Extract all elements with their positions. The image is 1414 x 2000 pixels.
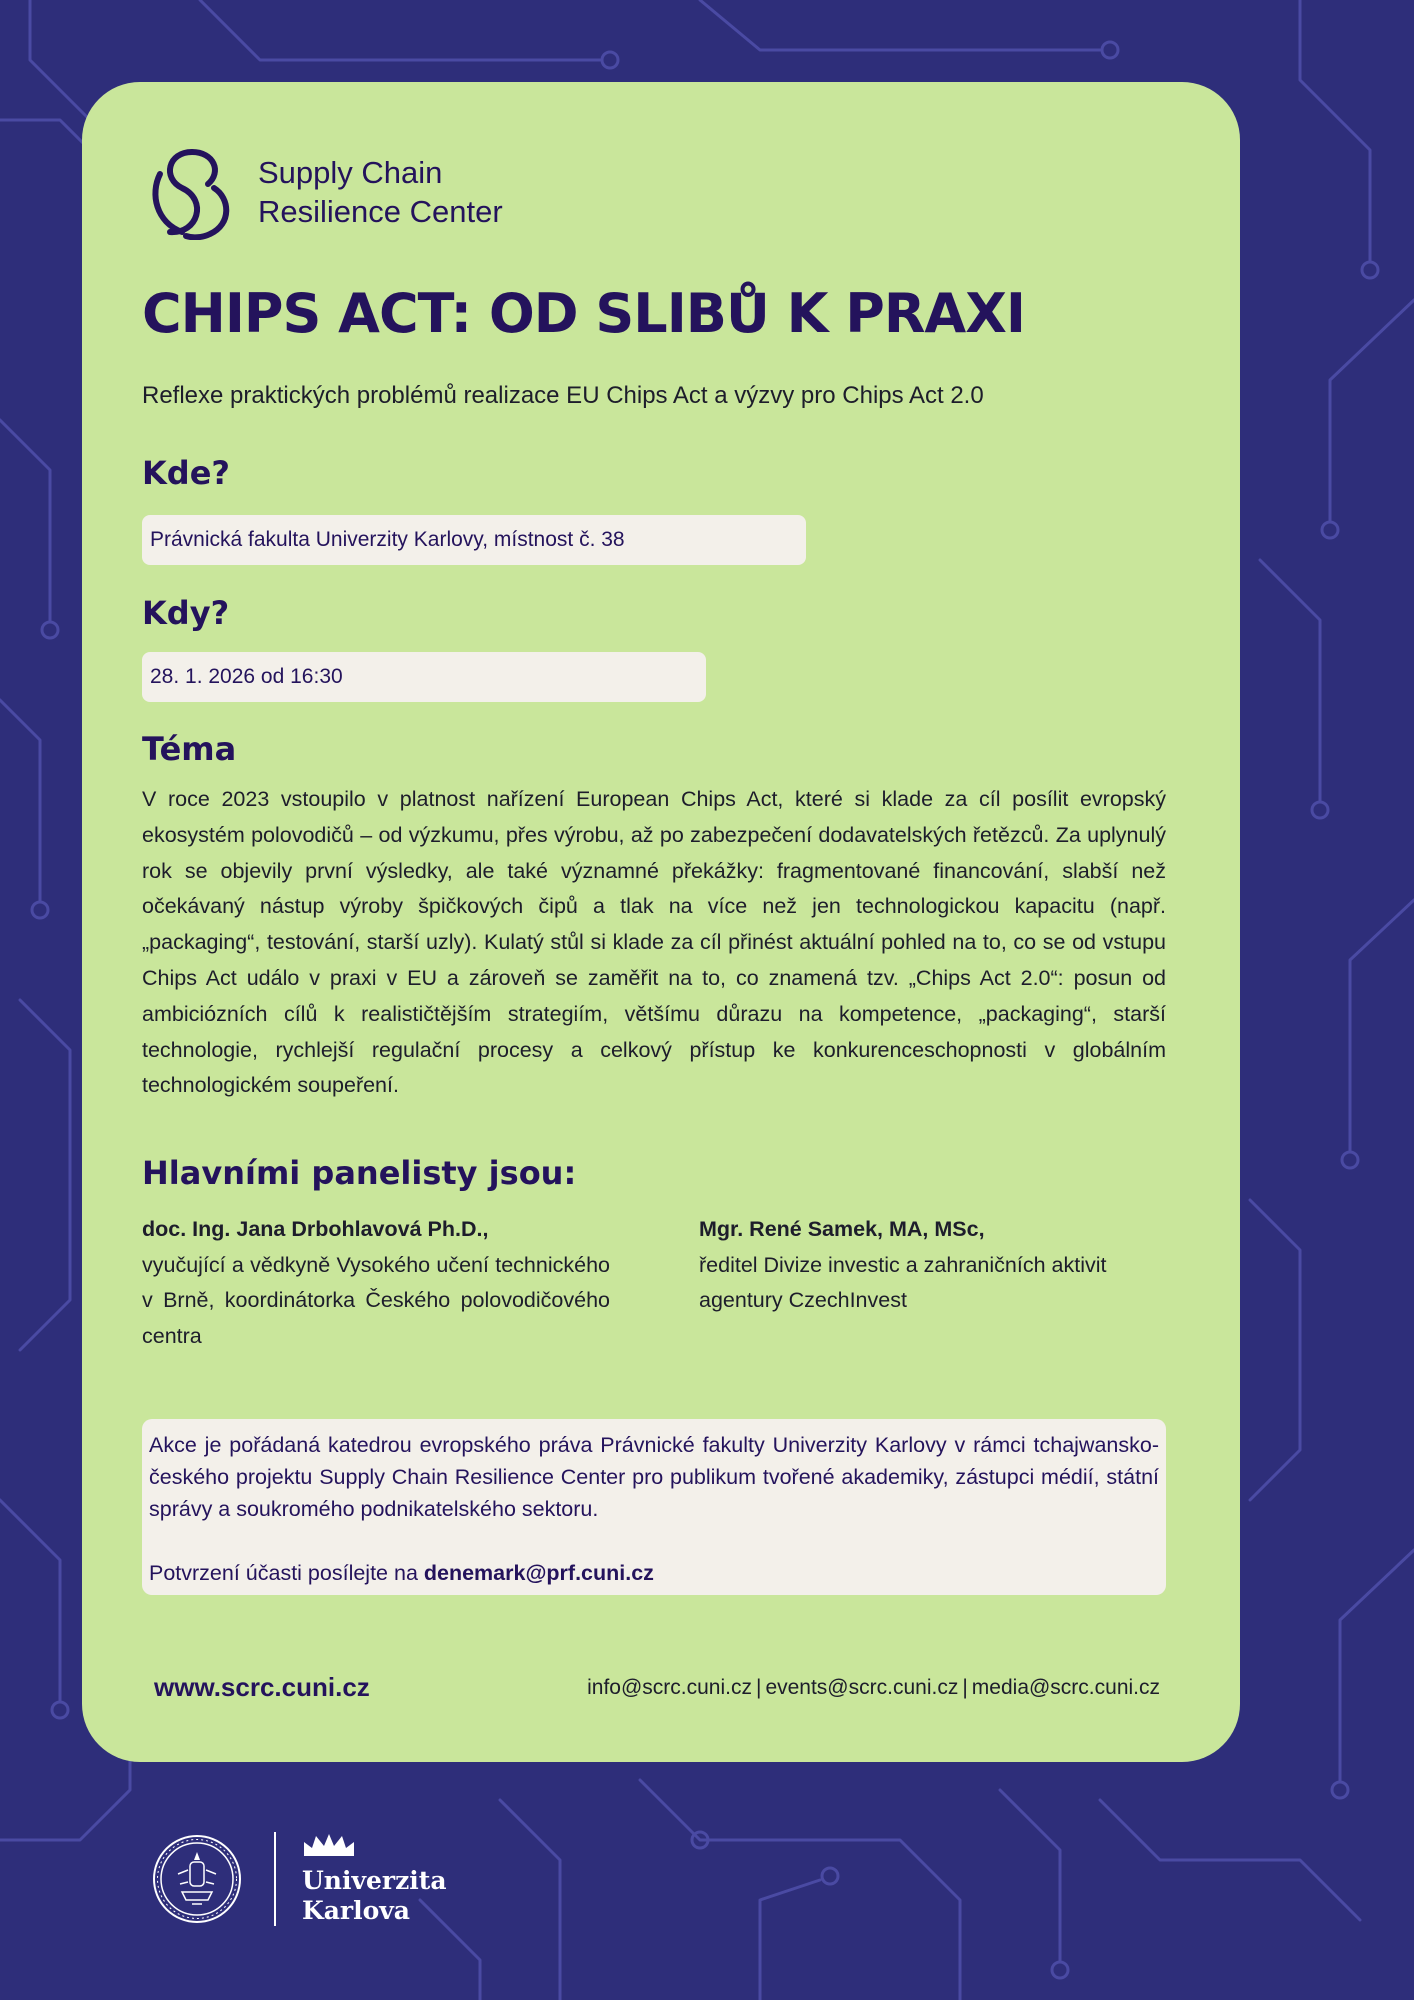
topic-text: V roce 2023 vstoupilo v platnost nařízení European Chips Act, které si klade za cíl posílit evropský ekosystém polovodičů – od výzkumu, přes výrobu, až po zabezpečení dodavatelských řetězců. Za uplynulý rok se objevily první výsledky, ale také významné překážky: fragmentované financování, slabší než očekávaný nástup výroby špičkových čipů a tlak na více než jen technologickou kapacitu (např. „packaging“, testování, starší uzly). Kulatý stůl si klade za cíl přinést aktuální pohled na to, co se od vstupu Chips Act událo v praxi v EU a zároveň se zaměřit na to, co znamená tzv. „Chips Act 2.0“: posun od ambiciózních cílů k realističtějším strategiím, většímu důrazu na kompetence, „packaging“, starší technologie, rychlejší regulační procesy a celkový přístup ke konkurenceschopnosti v globálním technologickém soupeření.	[142, 787, 1166, 1098]
panelists-heading: Hlavními panelisty jsou:	[142, 1154, 577, 1192]
email-separator: |	[962, 1676, 968, 1699]
media-email-link[interactable]: media@scrc.cuni.cz	[971, 1676, 1160, 1699]
panelist-role: ředitel Divize investic a zahraničních aktivit agentury CzechInvest	[699, 1252, 1107, 1312]
rsvp-email-link[interactable]: denemark@prf.cuni.cz	[423, 1561, 654, 1585]
university-seal-icon	[152, 1834, 242, 1924]
org-name-line2: Resilience Center	[258, 194, 503, 229]
topic-heading: Téma	[142, 730, 237, 768]
org-name	[258, 153, 503, 231]
organizer-info-box	[142, 1419, 1166, 1595]
info-email-link[interactable]: info@scrc.cuni.cz	[587, 1676, 752, 1699]
event-title: CHIPS ACT: OD SLIBŮ K PRAXI	[142, 282, 1025, 345]
events-email-link[interactable]: events@scrc.cuni.cz	[765, 1676, 959, 1699]
panelist-name: Mgr. René Samek, MA, MSc,	[699, 1217, 985, 1241]
panelist-role: vyučující a vědkyně Vysokého učení technického v Brně, koordinátorka Českého polovodičového centra	[142, 1252, 610, 1348]
when-heading: Kdy?	[142, 594, 230, 632]
where-value: Právnická fakulta Univerzity Karlovy, místnost č. 38	[142, 515, 806, 565]
scrc-brand	[148, 144, 503, 240]
logo-divider	[274, 1832, 276, 1926]
panelist	[699, 1212, 1167, 1319]
panelist-name: doc. Ing. Jana Drbohlavová Ph.D.,	[142, 1217, 489, 1241]
crown-icon	[302, 1832, 356, 1858]
where-heading: Kde?	[142, 454, 230, 492]
website-link[interactable]: www.scrc.cuni.cz	[154, 1672, 370, 1702]
panelist	[142, 1212, 610, 1354]
organizer-info-text: Akce je pořádaná katedrou evropského práva Právnické fakulty Univerzity Karlovy v rámci tchajwansko-českého projektu Supply Chain Resilience Center pro publikum tvořené akademiky, zástupci médií, státní správy a soukromého podnikatelského sektoru.	[149, 1433, 1159, 1521]
rsvp-line	[149, 1557, 1159, 1589]
org-name-line1: Supply Chain	[258, 155, 443, 190]
rsvp-prefix: Potvrzení účasti posílejte na	[149, 1561, 424, 1585]
email-separator: |	[755, 1676, 762, 1699]
university-wordmark	[302, 1832, 447, 1926]
event-subtitle: Reflexe praktických problémů realizace EU Chips Act a výzvy pro Chips Act 2.0	[142, 382, 984, 409]
charles-university-logo	[152, 1832, 447, 1926]
scrc-swirl-logo-icon	[148, 144, 240, 240]
event-card	[82, 82, 1240, 1762]
when-value: 28. 1. 2026 od 16:30	[142, 652, 706, 702]
university-name-line1: Univerzita	[302, 1866, 447, 1895]
contact-emails	[587, 1676, 1160, 1700]
university-name-line2: Karlova	[302, 1896, 410, 1925]
